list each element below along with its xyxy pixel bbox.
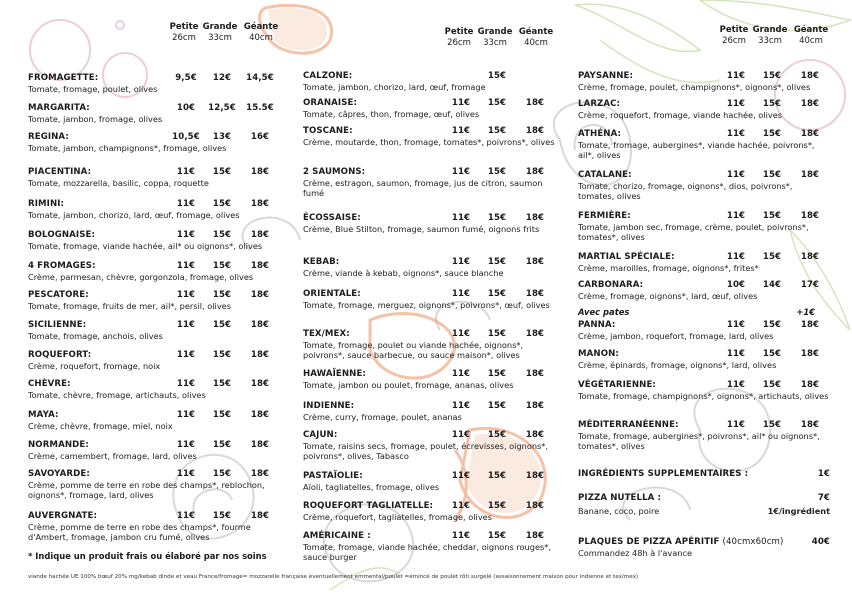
- pizza-price-2: 15€: [762, 129, 782, 139]
- pizza-price-2: 15€: [212, 199, 232, 209]
- pizza-item: [28, 72, 280, 94]
- size-name: Grande: [752, 25, 788, 35]
- pizza-name: SICILIENNE:: [28, 320, 87, 330]
- pizza-price-2: 15€: [212, 167, 232, 177]
- pizza-ingredients: Crème, épinards, fromage, oignons*, lard, olives: [578, 360, 777, 370]
- pizza-item: [28, 439, 280, 461]
- pizza-price-3: 16€: [250, 132, 270, 142]
- pizza-ingredients: Aïoli, tagliatelles, fromage, olives: [303, 482, 440, 492]
- pizza-price-2: 15€: [487, 71, 507, 81]
- pizza-price-2: 12€: [212, 73, 232, 83]
- pizza-name: ATHÉNA:: [578, 129, 622, 139]
- aperitif-block: [578, 536, 830, 558]
- pizza-price-3: 18€: [525, 531, 545, 541]
- pizza-price-2: 15€: [487, 369, 507, 379]
- pizza-name: MARTIAL SPÉCIALE:: [578, 252, 675, 262]
- size-header-3: [243, 22, 279, 44]
- pizza-price-2: 15€: [762, 420, 782, 430]
- nutella-label: PIZZA NUTELLA :: [578, 493, 662, 503]
- pizza-name: MARGARITA:: [28, 103, 90, 113]
- pizza-ingredients: Crème, maroilles, fromage, oignons*, frites*: [578, 263, 759, 273]
- pizza-item: [578, 70, 830, 92]
- pizza-ingredients: Tomate, fromage, merguez, oignons*, poivrons*, œuf, olives: [303, 300, 550, 310]
- size-diameter: 26cm: [722, 36, 746, 46]
- pizza-price-1: 11€: [726, 380, 746, 390]
- pizza-price-1: 11€: [726, 320, 746, 330]
- pizza-price-2: 15€: [762, 99, 782, 109]
- pizza-price-1: 11€: [176, 290, 196, 300]
- pizza-ingredients: Tomate, fromage, champignons*, oignons*, artichauts, olives: [578, 391, 829, 401]
- pizza-ingredients: Crème, jambon, roquefort, fromage, lard, olives: [578, 331, 774, 341]
- pizza-name: CHÈVRE:: [28, 379, 71, 389]
- pizza-item: [28, 198, 280, 220]
- pizza-ingredients: Tomate, fromage, aubergines*, viande hachée, poivrons*, ail*, olives: [578, 140, 815, 160]
- pizza-name: LARZAC:: [578, 99, 621, 109]
- pizza-name: ORANAISE:: [303, 98, 358, 108]
- pizza-price-1: 11€: [451, 289, 471, 299]
- pizza-name: ROQUEFORT:: [28, 350, 92, 360]
- pizza-item: [578, 128, 830, 160]
- pizza-ingredients: Crème, Blue Stilton, fromage, saumon fumé, oignons frits: [303, 224, 540, 234]
- pizza-item: [28, 131, 280, 153]
- pizza-name: INDIENNE:: [303, 401, 355, 411]
- pizza-price-2: 15€: [762, 380, 782, 390]
- size-name: Grande: [477, 27, 513, 37]
- pizza-item: [28, 510, 280, 542]
- pizza-price-1: 11€: [176, 320, 196, 330]
- size-name: Géante: [793, 25, 829, 35]
- pizza-item: [303, 125, 555, 147]
- size-diameter: 33cm: [483, 38, 507, 48]
- pizza-name: PESCATORE:: [28, 290, 89, 300]
- pizza-price-2: 15€: [487, 126, 507, 136]
- pizza-price-3: 17€: [800, 280, 820, 290]
- pizza-ingredients: Tomate, jambon, fromage, olives: [28, 114, 163, 124]
- pizza-item: [578, 348, 830, 370]
- pizza-item: [578, 279, 830, 301]
- pizza-price-2: 15€: [487, 471, 507, 481]
- pizza-name: CATALANE:: [578, 170, 632, 180]
- size-diameter: 26cm: [172, 33, 196, 43]
- pizza-name: MÉDITERRANÉENNE:: [578, 420, 679, 430]
- pizza-ingredients: Tomate, jambon ou poulet, fromage, ananas, olives: [303, 380, 514, 390]
- pizza-ingredients: Tomate, raisins secs, fromage, poulet, écrevisses, oignons*, poivrons*, olives, Tabasco: [303, 441, 548, 461]
- pizza-price-3: 18€: [800, 349, 820, 359]
- pizza-price-1: 11€: [726, 420, 746, 430]
- pizza-price-1: 11€: [451, 98, 471, 108]
- pizza-price-1: 11€: [451, 531, 471, 541]
- pizza-price-3: 18€: [525, 167, 545, 177]
- pizza-price-3: 18€: [250, 410, 270, 420]
- size-diameter: 33cm: [208, 33, 232, 43]
- pizza-price-1: 9,5€: [175, 73, 197, 83]
- pizza-item: [303, 166, 555, 198]
- pizza-item: [578, 251, 830, 273]
- pizza-price-2: 13€: [212, 132, 232, 142]
- pizza-item: [303, 212, 555, 234]
- pizza-ingredients: Tomate, fromage, viande hachée, cheddar, oignons rouges*, sauce burger: [303, 542, 551, 562]
- pizza-price-3: 18€: [250, 199, 270, 209]
- pizza-price-2: 15€: [487, 167, 507, 177]
- pizza-ingredients: Crème, pomme de terre en robe des champs*, reblochon, oignons*, fromage, lard, olives: [28, 480, 265, 500]
- size-diameter: 40cm: [249, 33, 273, 43]
- pizza-price-3: 18€: [525, 501, 545, 511]
- pizza-ingredients: Tomate, jambon, chorizo, lard, œuf, fromage, olives: [28, 210, 240, 220]
- pizza-ingredients: Tomate, fromage, poulet, olives: [28, 84, 158, 94]
- pizza-price-3: 18€: [800, 99, 820, 109]
- pizza-item: [303, 530, 555, 562]
- size-header-1: [441, 27, 477, 49]
- pasta-note: [578, 307, 815, 317]
- pizza-name: FROMAGETTE:: [28, 73, 99, 83]
- pizza-ingredients: Crème, roquefort, fromage, viande hachée, olives: [578, 110, 783, 120]
- nutella-block: [578, 492, 830, 516]
- pizza-price-3: 18€: [250, 469, 270, 479]
- pizza-price-1: 11€: [726, 211, 746, 221]
- pizza-price-3: 18€: [800, 420, 820, 430]
- pizza-ingredients: Tomate, jambon sec, fromage, crème, poulet, poivrons*, tomates*, olives: [578, 222, 809, 242]
- pizza-price-3: 18€: [525, 213, 545, 223]
- pizza-name: CARBONARA:: [578, 280, 644, 290]
- pizza-price-2: 15€: [212, 261, 232, 271]
- pizza-price-1: 11€: [451, 257, 471, 267]
- pizza-name: BOLOGNAISE:: [28, 230, 96, 240]
- size-header-1: [716, 25, 752, 47]
- aperitif-size: (40cmx60cm): [722, 537, 784, 547]
- pizza-price-2: 15€: [212, 440, 232, 450]
- pizza-name: PIACENTINA:: [28, 167, 92, 177]
- pizza-price-2: 15€: [487, 289, 507, 299]
- pizza-price-3: 18€: [525, 430, 545, 440]
- pizza-ingredients: Crème, chèvre, fromage, miel, noix: [28, 421, 173, 431]
- pizza-price-3: 18€: [800, 71, 820, 81]
- pizza-price-2: 15€: [487, 501, 507, 511]
- pizza-price-1: [443, 70, 479, 82]
- pizza-price-3: 18€: [250, 261, 270, 271]
- pizza-price-1: 11€: [451, 430, 471, 440]
- pizza-name: TEX/MEX:: [303, 329, 350, 339]
- pizza-price-1: 11€: [451, 471, 471, 481]
- pizza-price-3: 18€: [525, 289, 545, 299]
- pizza-item: [28, 378, 280, 400]
- pizza-price-3: 18€: [800, 252, 820, 262]
- size-header-2: [752, 25, 788, 47]
- pizza-name: ROQUEFORT TAGLIATELLE:: [303, 501, 434, 511]
- pizza-price-2: 12,5€: [208, 103, 236, 113]
- pizza-price-1: 11€: [176, 350, 196, 360]
- pizza-price-1: 11€: [176, 261, 196, 271]
- size-name: Géante: [518, 27, 554, 37]
- pizza-ingredients: Crème, curry, fromage, poulet, ananas: [303, 412, 462, 422]
- pizza-item: [28, 349, 280, 371]
- pizza-ingredients: Crème, moutarde, thon, fromage, tomates*, poivrons*, olives: [303, 137, 555, 147]
- pizza-item: [578, 169, 830, 201]
- pizza-price-3: 18€: [525, 98, 545, 108]
- size-diameter: 33cm: [758, 36, 782, 46]
- size-header-3: [793, 25, 829, 47]
- pizza-ingredients: Crème, fromage, poulet, champignons*, oignons*, olives: [578, 82, 811, 92]
- pizza-price-3: 18€: [525, 257, 545, 267]
- pizza-price-3: 18€: [250, 167, 270, 177]
- pizza-price-3: 18€: [800, 320, 820, 330]
- pizza-name: PANNA:: [578, 320, 616, 330]
- pizza-price-2: 15€: [487, 257, 507, 267]
- pizza-price-1: 11€: [451, 213, 471, 223]
- size-name: Géante: [243, 22, 279, 32]
- size-diameter: 40cm: [799, 36, 823, 46]
- pizza-item: [578, 379, 830, 401]
- pizza-price-1: 11€: [176, 511, 196, 521]
- supplements-price: 1€: [817, 469, 830, 479]
- pizza-price-1: 11€: [726, 99, 746, 109]
- pizza-name: 4 FROMAGES:: [28, 261, 96, 271]
- pizza-price-1: 11€: [451, 501, 471, 511]
- pizza-ingredients: Crème, camembert, fromage, lard, olives: [28, 451, 197, 461]
- pizza-ingredients: Crème, estragon, saumon, fromage, jus de citron, saumon fumé: [303, 178, 543, 198]
- pizza-name: ORIENTALE:: [303, 289, 361, 299]
- size-name: Grande: [202, 22, 238, 32]
- pizza-price-1: 11€: [176, 379, 196, 389]
- star-footnote: * Indique un produit frais ou élaboré par nos soins: [28, 551, 267, 561]
- pizza-price-3: 18€: [250, 230, 270, 240]
- pizza-ingredients: Crème, fromage, oignons*, lard, œuf, olives: [578, 291, 758, 301]
- pizza-ingredients: Tomate, câpres, thon, fromage, œuf, olives: [303, 109, 480, 119]
- pizza-price-2: 15€: [487, 531, 507, 541]
- pizza-ingredients: Tomate, fromage, poulet ou viande hachée, oignons*, poivrons*, sauce barbecue, ou sauce maison*, olives: [303, 340, 524, 360]
- supplements-block: [578, 468, 830, 480]
- pizza-name: CAJUN:: [303, 430, 338, 440]
- size-name: Petite: [169, 22, 199, 32]
- pizza-price-3: 18€: [800, 211, 820, 221]
- pizza-price-1: 11€: [726, 252, 746, 262]
- pizza-price-1: 11€: [726, 129, 746, 139]
- pizza-price-1: 10€: [176, 103, 196, 113]
- pizza-price-3: 18€: [250, 290, 270, 300]
- pizza-item: [303, 328, 555, 360]
- pizza-price-3: 15.5€: [246, 103, 274, 113]
- pizza-price-1: 11€: [176, 440, 196, 450]
- pizza-price-1: 11€: [451, 126, 471, 136]
- pizza-name: RIMINI:: [28, 199, 65, 209]
- pizza-ingredients: Tomate, mozzarella, basilic, coppa, roquette: [28, 178, 209, 188]
- pizza-price-1: 11€: [726, 349, 746, 359]
- pizza-item: [578, 319, 830, 341]
- pizza-name: TOSCANE:: [303, 126, 353, 136]
- pizza-name: MANON:: [578, 349, 619, 359]
- pizza-name: NORMANDE:: [28, 440, 89, 450]
- pizza-item: [303, 368, 555, 390]
- pizza-name: ÉCOSSAISE:: [303, 213, 361, 223]
- pizza-price-2: 15€: [212, 290, 232, 300]
- pizza-ingredients: Tomate, chorizo, fromage, oignons*, dios, poivrons*, tomates, olives: [578, 181, 793, 201]
- pizza-price-2: 15€: [762, 211, 782, 221]
- pizza-name: AUVERGNATE:: [28, 511, 98, 521]
- pizza-price-3: 18€: [525, 329, 545, 339]
- pizza-name: CALZONE:: [303, 71, 353, 81]
- size-name: Petite: [719, 25, 749, 35]
- pizza-item: [28, 409, 280, 431]
- pizza-price-1: 11€: [451, 329, 471, 339]
- supplements-label: INGRÉDIENTS SUPPLEMENTAIRES :: [578, 469, 749, 479]
- pizza-price-3: 18€: [525, 471, 545, 481]
- pizza-price-2: 15€: [762, 349, 782, 359]
- pizza-name: MAYA:: [28, 410, 59, 420]
- pizza-name: PAYSANNE:: [578, 71, 633, 81]
- aperitif-price: 40€: [811, 537, 830, 547]
- pizza-price-1: 11€: [451, 167, 471, 177]
- pizza-price-1: 10,5€: [172, 132, 200, 142]
- size-header-2: [202, 22, 238, 44]
- size-header-2: [477, 27, 513, 49]
- pizza-name: 2 SAUMONS:: [303, 167, 366, 177]
- pizza-price-3: 18€: [800, 170, 820, 180]
- pizza-name: PASTAÏOLIE:: [303, 471, 363, 481]
- pizza-price-1: 11€: [176, 469, 196, 479]
- pizza-ingredients: Crème, roquefort, tagliatelles, fromage, olives: [303, 512, 492, 522]
- size-diameter: 26cm: [447, 38, 471, 48]
- pizza-ingredients: Crème, roquefort, fromage, noix: [28, 361, 161, 371]
- size-header-1: [166, 22, 202, 44]
- pizza-name: HAWAÏENNE:: [303, 369, 366, 379]
- nutella-per-ingredient: 1€/ingrédient: [767, 506, 830, 516]
- pizza-item: [578, 210, 830, 242]
- pizza-price-2: 15€: [212, 230, 232, 240]
- pizza-price-2: 15€: [487, 430, 507, 440]
- pizza-price-2: 15€: [762, 71, 782, 81]
- pizza-item: [303, 256, 555, 278]
- pizza-name: SAVOYARDE:: [28, 469, 90, 479]
- pizza-item: [303, 97, 555, 119]
- pizza-ingredients: Tomate, fromage, viande hachée, ail* ou oignons*, olives: [28, 241, 263, 251]
- pizza-price-2: 15€: [212, 469, 232, 479]
- pizza-ingredients: Tomate, fromage, aubergines*, poivrons*, ail* ou oignons*, tomates*, olives: [578, 431, 820, 451]
- pizza-item: [303, 470, 555, 492]
- pizza-ingredients: Crème, pomme de terre en robe des champs*, fourme d'Ambert, fromage, jambon cru fumé, olives: [28, 522, 251, 542]
- pizza-price-2: 15€: [762, 252, 782, 262]
- pizza-price-1: 11€: [176, 167, 196, 177]
- pizza-item: [578, 419, 830, 451]
- pizza-item: [28, 260, 280, 282]
- pizza-ingredients: Tomate, fromage, fruits de mer, ail*, persil, olives: [28, 301, 231, 311]
- pizza-ingredients: Crème, viande à kebab, oignons*, sauce blanche: [303, 268, 504, 278]
- pizza-price-1: 10€: [726, 280, 746, 290]
- pizza-ingredients: Tomate, chèvre, fromage, artichauts, olives: [28, 390, 206, 400]
- pizza-price-2: 15€: [487, 401, 507, 411]
- pizza-ingredients: Tomate, jambon, chorizo, lard, œuf, fromage: [303, 82, 486, 92]
- pizza-price-1: 11€: [726, 71, 746, 81]
- size-name: Petite: [444, 27, 474, 37]
- pizza-price-3: 18€: [250, 379, 270, 389]
- pizza-price-2: 15€: [487, 98, 507, 108]
- pizza-ingredients: Tomate, fromage, anchois, olives: [28, 331, 163, 341]
- pizza-price-3: 18€: [525, 369, 545, 379]
- nutella-price: 7€: [817, 493, 830, 503]
- pizza-price-2: 15€: [487, 329, 507, 339]
- pizza-price-1: 11€: [176, 410, 196, 420]
- pizza-price-3: 18€: [525, 401, 545, 411]
- pizza-price-1: 11€: [176, 230, 196, 240]
- pizza-item: [303, 70, 555, 92]
- pizza-name: REGINA:: [28, 132, 69, 142]
- pizza-price-3: 18€: [250, 440, 270, 450]
- pizza-name: KEBAB:: [303, 257, 340, 267]
- pizza-price-2: 15€: [212, 320, 232, 330]
- aperitif-label: PLAQUES DE PIZZA APÉRITIF: [578, 537, 720, 547]
- pizza-item: [578, 98, 830, 120]
- small-footnote: viande hachée UE 100% bœuf 20% mg/kebab dinde et veau France/fromage= mozzarelle française éventuellement emmental/poulet =émincé de poulet rôti surgelé (assaisonnement maison pour indienne et tex/mex): [28, 574, 639, 580]
- pizza-item: [28, 468, 280, 500]
- pizza-price-2: 15€: [212, 511, 232, 521]
- pizza-price-3: 18€: [525, 126, 545, 136]
- pizza-item: [303, 500, 555, 522]
- pizza-item: [28, 229, 280, 251]
- pizza-price-2: 15€: [212, 350, 232, 360]
- pizza-price-1: 11€: [176, 199, 196, 209]
- pizza-name: AMÉRICAINE :: [303, 531, 371, 541]
- pizza-price-2: 15€: [212, 410, 232, 420]
- pizza-price-3: 18€: [800, 129, 820, 139]
- pizza-item: [28, 319, 280, 341]
- pasta-note-label: Avec pates: [578, 307, 630, 317]
- pizza-price-2: 15€: [762, 170, 782, 180]
- pizza-price-3: 14,5€: [246, 73, 274, 83]
- pizza-price-2: 15€: [212, 379, 232, 389]
- pizza-ingredients: Tomate, jambon, champignons*, fromage, olives: [28, 143, 227, 153]
- pizza-item: [28, 289, 280, 311]
- pizza-price-1: 11€: [451, 401, 471, 411]
- aperitif-desc: Commandez 48h à l'avance: [578, 548, 692, 558]
- pizza-item: [303, 288, 555, 310]
- pizza-price-2: 15€: [762, 320, 782, 330]
- size-diameter: 40cm: [524, 38, 548, 48]
- pizza-price-3: [515, 70, 555, 82]
- nutella-desc: Banane, coco, poire: [578, 506, 660, 516]
- pizza-price-3: 18€: [250, 511, 270, 521]
- pizza-price-3: 18€: [800, 380, 820, 390]
- pizza-item: [303, 429, 555, 461]
- pizza-price-1: 11€: [726, 170, 746, 180]
- pizza-price-3: 18€: [250, 320, 270, 330]
- pizza-item: [28, 166, 280, 188]
- pizza-price-3: 18€: [250, 350, 270, 360]
- pizza-ingredients: Crème, parmesan, chèvre, gorgonzola, fromage, olives: [28, 272, 254, 282]
- pizza-price-2: 15€: [487, 213, 507, 223]
- pizza-item: [28, 102, 280, 124]
- pizza-item: [303, 400, 555, 422]
- pizza-name: VÉGÉTARIENNE:: [578, 380, 656, 390]
- pizza-name: FERMIÈRE:: [578, 211, 631, 221]
- pasta-note-price: +1€: [796, 307, 815, 317]
- pizza-price-2: 14€: [762, 280, 782, 290]
- size-header-3: [518, 27, 554, 49]
- pizza-price-1: 11€: [451, 369, 471, 379]
